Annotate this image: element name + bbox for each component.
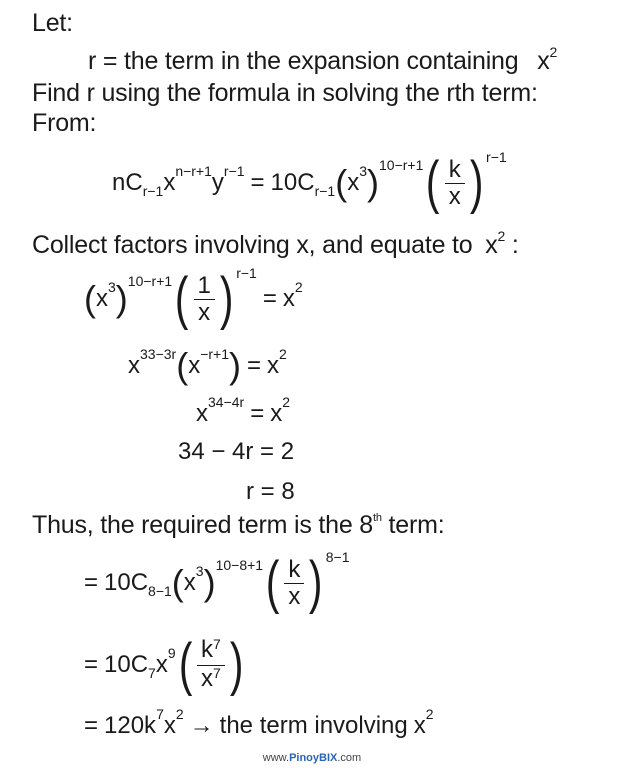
footer-watermark: www.PinoyBIX.com [262,752,362,764]
fraction-k-over-x-2: $\frac{k}{x}$ [284,557,304,610]
equation-result: = 120k 7 x 2 → the term involving x 2 [84,706,434,739]
fraction-k-over-x: $\frac{k}{x}$ [445,157,465,210]
line-let: Let: [32,9,73,37]
equation-step-33: x 33−3r ( x −r+1 ) = x 2 [128,345,287,386]
fraction-1-over-x: $\frac{1}{x}$ [194,273,215,326]
line-thus: Thus, the required term is the 8th term: [32,511,445,539]
equation-simplified: = 10C 7 x 9 ( $\frac{k^7}{x^7}$ ) [84,632,244,697]
equation-step-34: x 34−4r = x 2 [196,394,291,427]
fraction-k7-over-x7: $\frac{k^7}{x^7}$ [197,637,225,694]
equation-eighth-term: = 10C 8−1 ( x 3 ) 10−8+1 ( $\frac{k}{x}$ ) 8−1 [84,549,350,615]
line-find-r: Find r using the formula in solving the rth term: [32,79,538,107]
equation-collect: ( x 3 ) 10−r+1 ( $\frac{1}{x}$ ) r−1 = x 2 [84,265,303,331]
line-collect-factors: Collect factors involving x, and equate to $x^2$ : [32,228,519,259]
line-from: From: [32,109,97,137]
line-r-definition: r = the term in the expansion containing $x^2$ [88,44,558,75]
equation-general-term: nC r−1 x n−r+1 y r−1 = 10C r−1 ( x 3 ) 10−r+1 ( $\frac{k}{x}$ ) r−1 [112,149,507,215]
equation-r-value: r = 8 [246,478,295,505]
equation-linear: 34 − 4r = 2 [178,438,295,465]
